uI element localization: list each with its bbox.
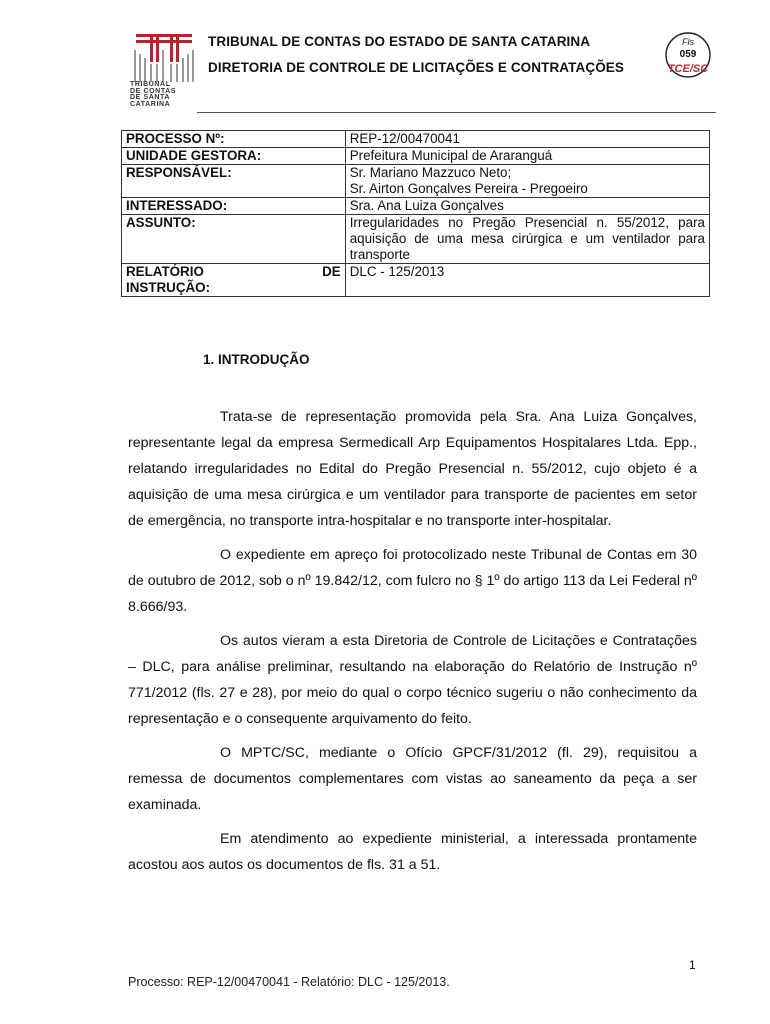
header-line1: TRIBUNAL DE CONTAS DO ESTADO DE SANTA CATARINA (208, 34, 591, 49)
table-row (122, 215, 710, 264)
stamp-label: Fls (682, 37, 694, 47)
logo-mark-icon (130, 32, 196, 84)
table-row (122, 148, 710, 165)
page-number: 1 (689, 958, 696, 972)
responsavel-value-1: Sr. Mariano Mazzuco Neto; (349, 165, 512, 180)
header-rule (197, 112, 716, 113)
table-row (122, 165, 710, 198)
unidade-key: UNIDADE GESTORA: (122, 148, 346, 165)
paragraph: Em atendimento ao expediente ministerial, a interessada prontamente acostou aos autos os documentos de fls. 31 a 51. (128, 831, 697, 873)
stamp-number: 059 (679, 49, 697, 60)
document-body (128, 404, 697, 886)
process-info-table (121, 130, 710, 297)
paragraph: O expediente em apreço foi protocolizado neste Tribunal de Contas em 30 de outubro de 2012, sob o nº 19.842/12, com fulcro no § 1º do artigo 113 da Lei Federal nº 8.666/93. (128, 547, 697, 615)
processo-value: REP-12/00470041 (345, 131, 709, 148)
relatorio-key-line1: RELATÓRIO DE (126, 264, 341, 279)
processo-key: PROCESSO Nº: (122, 131, 346, 148)
table-row (122, 131, 710, 148)
responsavel-key: RESPONSÁVEL: (122, 165, 346, 198)
paragraph: Trata-se de representação promovida pela Sra. Ana Luiza Gonçalves, representante legal da empresa Sermedicall Arp Equipamentos Hospitalares Ltda. Epp., relatando irregularidades no Edital do Pregão Presencial n. 55/2012, cujo objeto é a aquisição de uma mesa cirúrgica e um ventilador para transporte de pacientes em setor de emergência, no transporte intra-hospitalar e no transporte inter-hospitalar. (128, 409, 697, 529)
section-title: 1. INTRODUÇÃO (203, 352, 310, 367)
tribunal-logo (130, 32, 196, 110)
table-row (122, 264, 710, 297)
page-footer: Processo: REP-12/00470041 - Relatório: DLC - 125/2013. (128, 975, 450, 989)
unidade-value: Prefeitura Municipal de Araranguá (345, 148, 709, 165)
header-line2: DIRETORIA DE CONTROLE DE LICITAÇÕES E CONTRATAÇÕES (208, 60, 625, 75)
folio-stamp-icon (662, 30, 714, 80)
responsavel-value-2: Sr. Airton Gonçalves Pereira - Pregoeiro (349, 181, 588, 196)
paragraph: O MPTC/SC, mediante o Ofício GPCF/31/2012 (fl. 29), requisitou a remessa de documentos complementares com vistas ao saneamento da peça a ser examinada. (128, 745, 697, 813)
logo-caption: TRIBUNAL DE CONTAS DE SANTA CATARINA (130, 81, 177, 108)
interessado-value: Sra. Ana Luiza Gonçalves (345, 198, 709, 215)
relatorio-key (122, 264, 346, 297)
assunto-key: ASSUNTO: (122, 215, 346, 264)
relatorio-key-line2: INSTRUÇÃO: (126, 280, 211, 295)
assunto-value: Irregularidades no Pregão Presencial n. 55/2012, para aquisição de uma mesa cirúrgica e um ventilador para transporte (345, 215, 709, 264)
responsavel-value (345, 165, 709, 198)
paragraph: Os autos vieram a esta Diretoria de Controle de Licitações e Contratações – DLC, para análise preliminar, resultando na elaboração do Relatório de Instrução nº 771/2012 (fls. 27 e 28), por meio do qual o corpo técnico sugeriu o não conhecimento da representação e o consequente arquivamento do feito. (128, 633, 697, 727)
relatorio-value: DLC - 125/2013 (345, 264, 709, 297)
table-row (122, 198, 710, 215)
stamp-org: TCE/SC (667, 63, 709, 75)
interessado-key: INTERESSADO: (122, 198, 346, 215)
